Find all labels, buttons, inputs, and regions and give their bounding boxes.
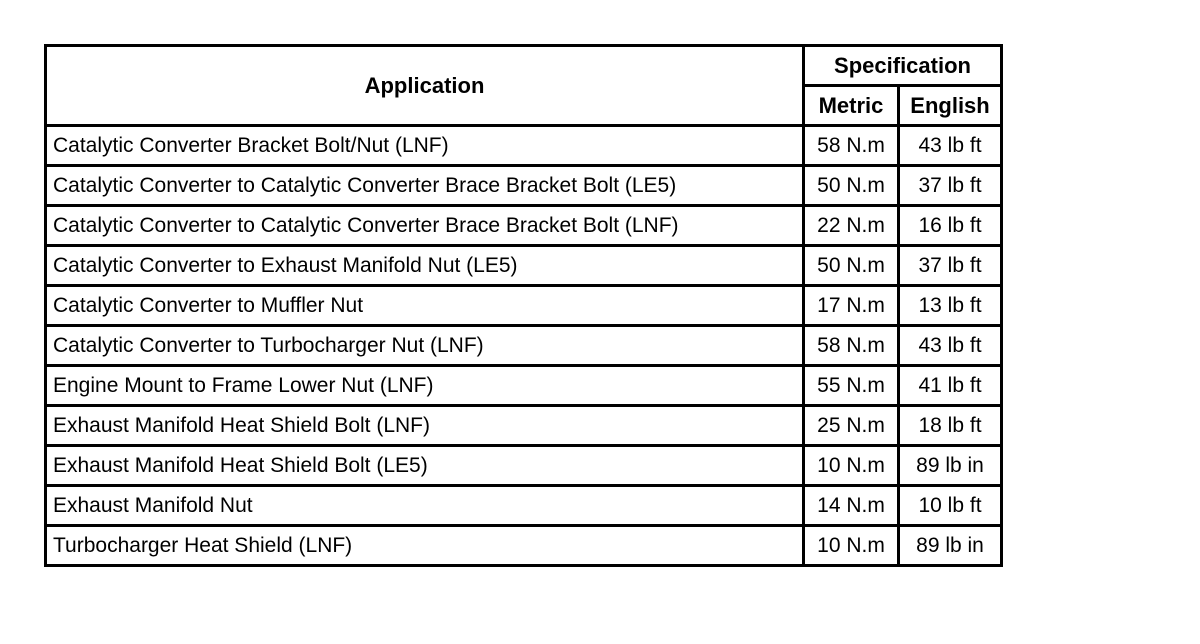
metric-cell: 17 N.m xyxy=(804,286,899,326)
metric-cell: 50 N.m xyxy=(804,166,899,206)
table-row xyxy=(46,286,1002,326)
english-header: English xyxy=(899,86,1002,126)
table-row xyxy=(46,406,1002,446)
application-cell: Catalytic Converter to Catalytic Converter Brace Bracket Bolt (LNF) xyxy=(46,206,804,246)
english-cell: 18 lb ft xyxy=(899,406,1002,446)
application-cell: Catalytic Converter to Turbocharger Nut (LNF) xyxy=(46,326,804,366)
metric-header: Metric xyxy=(804,86,899,126)
table-row xyxy=(46,446,1002,486)
application-cell: Turbocharger Heat Shield (LNF) xyxy=(46,526,804,566)
metric-cell: 58 N.m xyxy=(804,126,899,166)
metric-cell: 25 N.m xyxy=(804,406,899,446)
application-header: Application xyxy=(46,46,804,126)
application-cell: Catalytic Converter to Exhaust Manifold Nut (LE5) xyxy=(46,246,804,286)
english-cell: 13 lb ft xyxy=(899,286,1002,326)
application-cell: Engine Mount to Frame Lower Nut (LNF) xyxy=(46,366,804,406)
table-header xyxy=(46,46,1002,126)
english-cell: 10 lb ft xyxy=(899,486,1002,526)
table-row xyxy=(46,246,1002,286)
application-cell: Exhaust Manifold Heat Shield Bolt (LNF) xyxy=(46,406,804,446)
english-cell: 37 lb ft xyxy=(899,246,1002,286)
application-cell: Exhaust Manifold Heat Shield Bolt (LE5) xyxy=(46,446,804,486)
english-cell: 89 lb in xyxy=(899,526,1002,566)
table-row xyxy=(46,166,1002,206)
metric-cell: 50 N.m xyxy=(804,246,899,286)
table-row xyxy=(46,326,1002,366)
table-row xyxy=(46,206,1002,246)
english-cell: 43 lb ft xyxy=(899,326,1002,366)
application-cell: Catalytic Converter Bracket Bolt/Nut (LNF) xyxy=(46,126,804,166)
table-row xyxy=(46,486,1002,526)
english-cell: 37 lb ft xyxy=(899,166,1002,206)
table-row xyxy=(46,126,1002,166)
torque-spec-table xyxy=(44,44,1003,567)
metric-cell: 22 N.m xyxy=(804,206,899,246)
english-cell: 41 lb ft xyxy=(899,366,1002,406)
application-cell: Catalytic Converter to Catalytic Converter Brace Bracket Bolt (LE5) xyxy=(46,166,804,206)
header-row xyxy=(46,46,1002,86)
metric-cell: 55 N.m xyxy=(804,366,899,406)
english-cell: 16 lb ft xyxy=(899,206,1002,246)
english-cell: 43 lb ft xyxy=(899,126,1002,166)
application-cell: Catalytic Converter to Muffler Nut xyxy=(46,286,804,326)
table-body xyxy=(46,126,1002,566)
specification-header: Specification xyxy=(804,46,1002,86)
metric-cell: 10 N.m xyxy=(804,446,899,486)
metric-cell: 14 N.m xyxy=(804,486,899,526)
table-row xyxy=(46,366,1002,406)
english-cell: 89 lb in xyxy=(899,446,1002,486)
table-row xyxy=(46,526,1002,566)
application-cell: Exhaust Manifold Nut xyxy=(46,486,804,526)
metric-cell: 58 N.m xyxy=(804,326,899,366)
metric-cell: 10 N.m xyxy=(804,526,899,566)
